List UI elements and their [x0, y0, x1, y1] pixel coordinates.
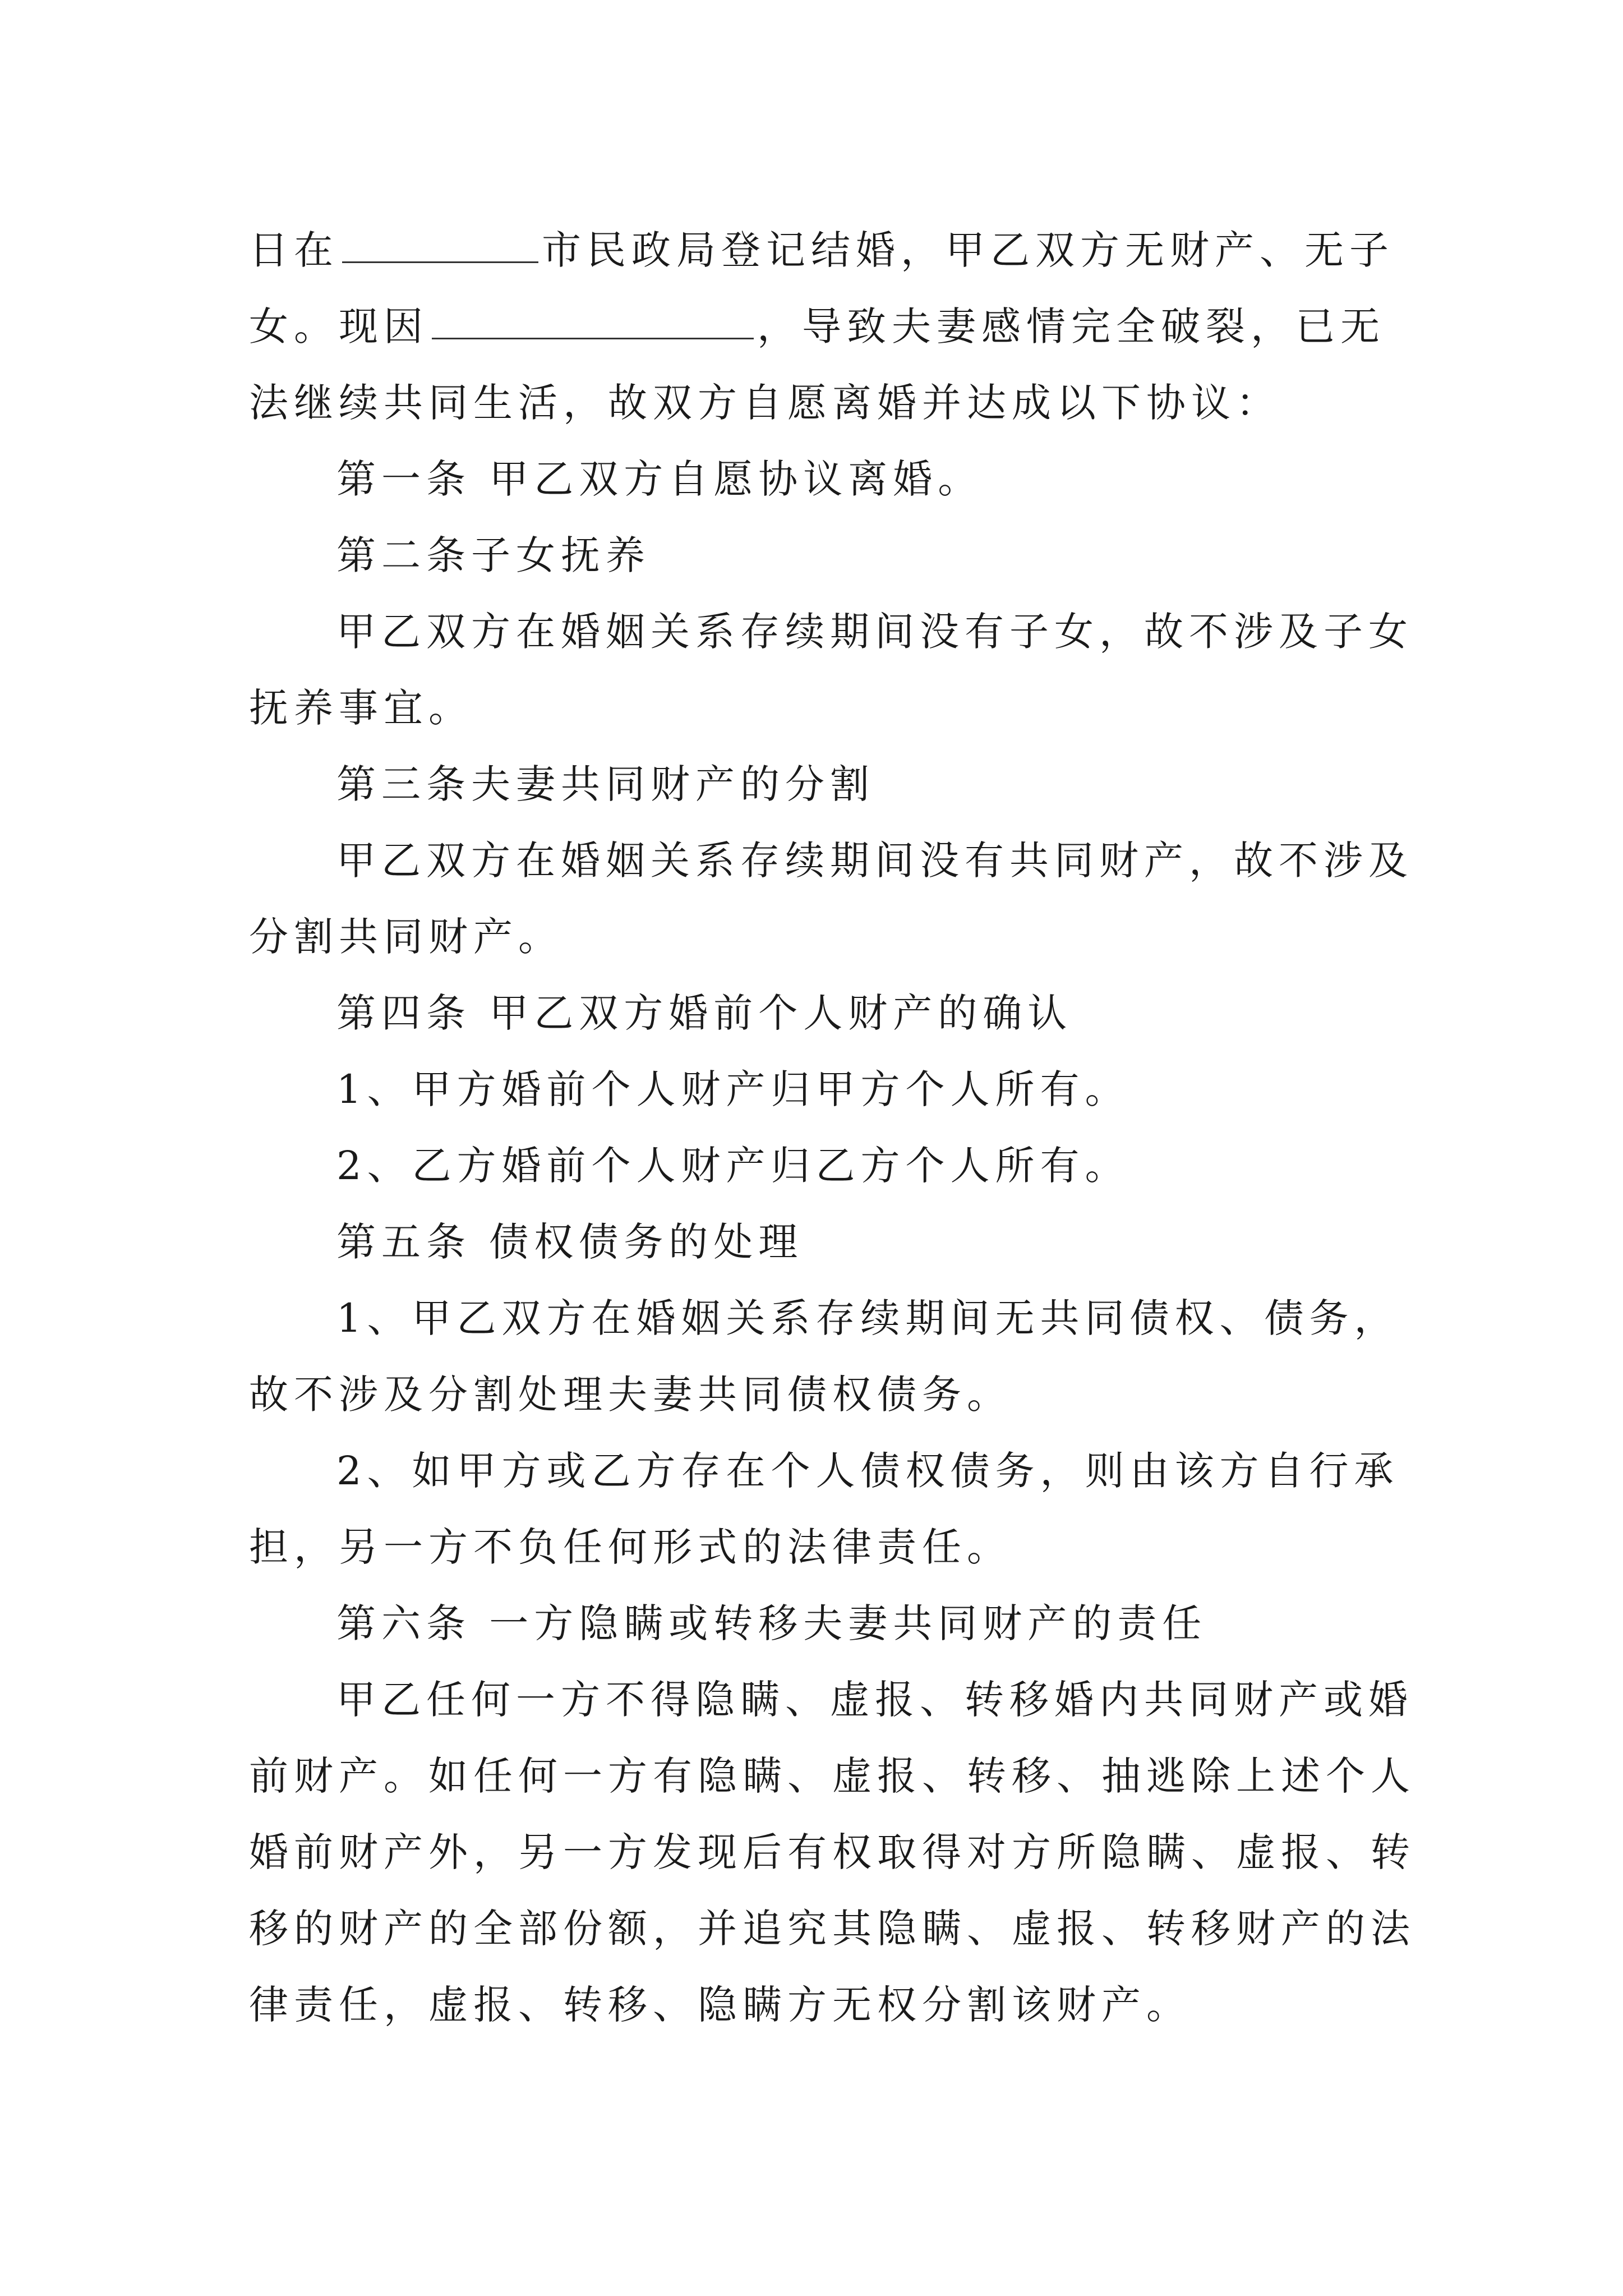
article-6-text: 甲乙任何一方不得隐瞒、虚报、转移婚内共同财产或婚 [336, 1677, 1413, 1723]
article-3-text: 甲乙双方在婚姻关系存续期间没有共同财产，故不涉及 [336, 838, 1413, 884]
article-3-text: 分割共同财产。 [249, 914, 563, 960]
article-5-title: 第五条 债权债务的处理 [336, 1219, 804, 1265]
article-2-text: 抚养事宜。 [249, 685, 473, 731]
text-span: 市民政局登记结婚，甲乙双方无财产、无子 [542, 227, 1394, 273]
article-5-item-2: 2、如甲方或乙方存在个人债权债务，则由该方自行承 [336, 1448, 1399, 1494]
article-4-item-1: 1、甲方婚前个人财产归甲方个人所有。 [336, 1066, 1130, 1112]
fill-in-blank-reason [432, 288, 754, 339]
article-3-title: 第三条夫妻共同财产的分割 [336, 761, 875, 807]
article-5-item-1: 故不涉及分割处理夫妻共同债权债务。 [249, 1372, 1012, 1418]
article-5-item-2: 担，另一方不负任何形式的法律责任。 [249, 1524, 1012, 1570]
article-6-text: 移的财产的全部份额，并追究其隐瞒、虚报、转移财产的法 [249, 1906, 1415, 1952]
article-2-title: 第二条子女抚养 [336, 532, 651, 578]
article-6-text: 婚前财产外，另一方发现后有权取得对方所隐瞒、虚报、转 [249, 1829, 1415, 1875]
fill-in-blank-date-city [342, 212, 538, 263]
article-6-title: 第六条 一方隐瞒或转移夫妻共同财产的责任 [336, 1600, 1207, 1646]
document-page [249, 212, 1415, 2043]
article-1: 第一条 甲乙双方自愿协议离婚。 [336, 456, 983, 502]
text-span: 女。现因 [249, 303, 428, 349]
text-span: 日在 [249, 227, 339, 273]
article-4-item-2: 2、乙方婚前个人财产归乙方个人所有。 [336, 1143, 1130, 1189]
text-line [249, 288, 1387, 365]
text-span: ，导致夫妻感情完全破裂，已无 [757, 303, 1385, 349]
text-line: 法继续共同生活，故双方自愿离婚并达成以下协议： [249, 380, 1281, 426]
article-2-text: 甲乙双方在婚姻关系存续期间没有子女，故不涉及子女 [336, 609, 1413, 655]
text-line [249, 212, 1394, 288]
article-5-item-1: 1、甲乙双方在婚姻关系存续期间无共同债权、债务， [336, 1295, 1399, 1341]
article-6-text: 前财产。如任何一方有隐瞒、虚报、转移、抽逃除上述个人 [249, 1753, 1415, 1799]
article-4-title: 第四条 甲乙双方婚前个人财产的确认 [336, 990, 1073, 1036]
article-6-text: 律责任，虚报、转移、隐瞒方无权分割该财产。 [249, 1982, 1191, 2028]
